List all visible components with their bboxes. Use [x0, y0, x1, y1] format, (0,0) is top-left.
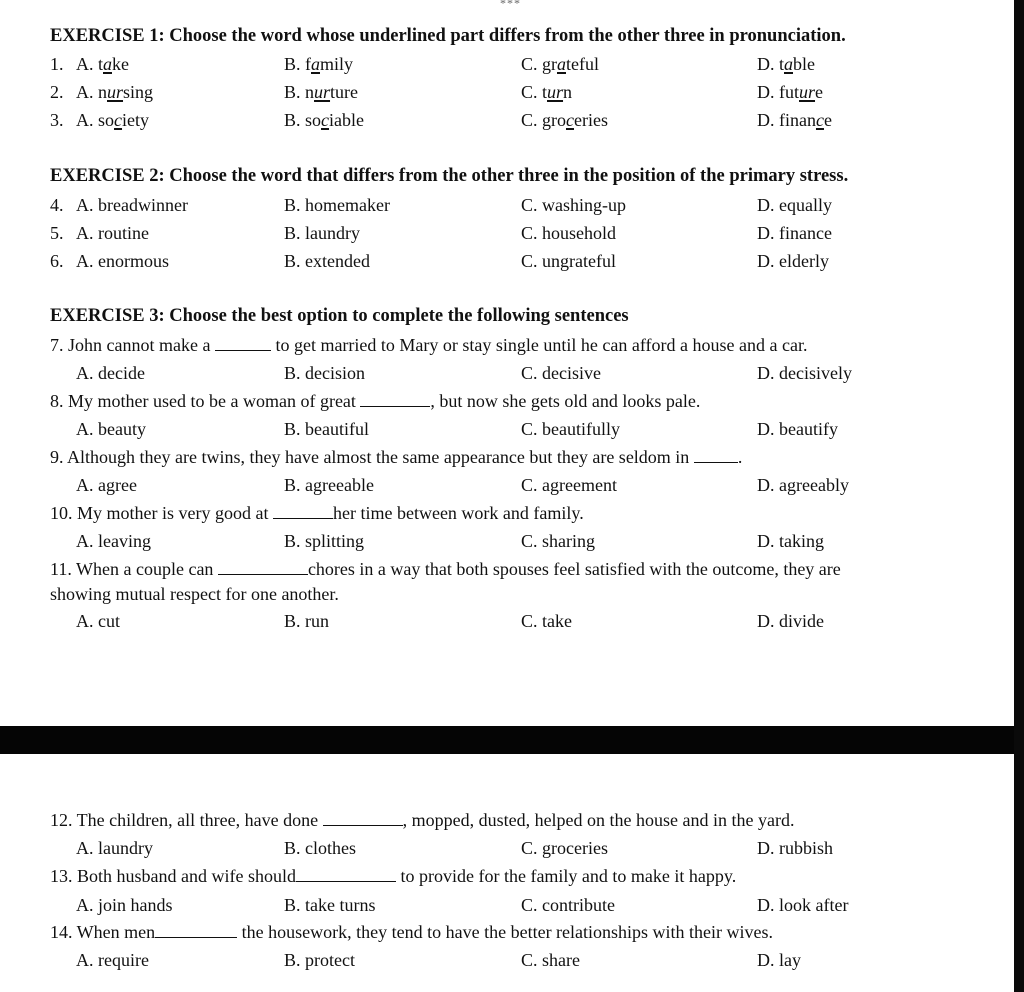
question-1-row: [50, 50, 1000, 78]
option-b[interactable]: B. run: [284, 611, 329, 631]
option-c[interactable]: C. decisive: [521, 363, 601, 383]
answer-blank[interactable]: [296, 863, 396, 882]
exercise-3-heading: EXERCISE 3: Choose the best option to complete the following sentences: [50, 306, 629, 326]
question-12-stem: 12. The children, all three, have done , mopped, dusted, helped on the house and in the yard.: [50, 806, 1000, 834]
option-c[interactable]: C. turn: [521, 82, 573, 102]
answer-blank[interactable]: [218, 556, 308, 575]
option-a[interactable]: A. cut: [76, 611, 120, 631]
option-c[interactable]: C. contribute: [521, 895, 615, 915]
question-10-stem: 10. My mother is very good at her time between work and family.: [50, 499, 1000, 527]
option-b[interactable]: B. clothes: [284, 838, 356, 858]
option-b[interactable]: B. protect: [284, 950, 355, 970]
option-d[interactable]: D. look after: [757, 895, 849, 915]
option-b[interactable]: B. nurture: [284, 82, 359, 102]
option-b[interactable]: B. family: [284, 54, 354, 74]
question-number: 2.: [50, 82, 64, 102]
option-c[interactable]: C. take: [521, 611, 572, 631]
exercise-1-heading: EXERCISE 1: Choose the word whose underlined part differs from the other three in pronunciation.: [50, 26, 846, 46]
page-break-band: [0, 726, 1024, 754]
question-3-row: [50, 106, 1000, 134]
page-top-mark: ***: [500, 0, 521, 10]
question-number: 5.: [50, 223, 64, 243]
question-14-options: [50, 946, 1000, 974]
question-number: 3.: [50, 110, 64, 130]
option-c[interactable]: C. beautifully: [521, 419, 620, 439]
option-d[interactable]: D. rubbish: [757, 838, 833, 858]
option-d[interactable]: D. decisively: [757, 363, 852, 383]
option-b[interactable]: B. extended: [284, 251, 370, 271]
question-5-row: [50, 219, 1000, 247]
option-c[interactable]: C. agreement: [521, 475, 617, 495]
option-a[interactable]: A. take: [76, 54, 129, 74]
question-number: 1.: [50, 54, 64, 74]
answer-blank[interactable]: [360, 388, 430, 407]
exercise-2-heading: EXERCISE 2: Choose the word that differs from the other three in the position of the primary stress.: [50, 166, 849, 186]
option-a[interactable]: A. require: [76, 950, 149, 970]
option-a[interactable]: A. laundry: [76, 838, 153, 858]
question-12-options: [50, 834, 1000, 862]
question-7-stem: 7. John cannot make a to get married to Mary or stay single until he can afford a house and a car.: [50, 331, 1000, 359]
answer-blank[interactable]: [273, 500, 333, 519]
option-c[interactable]: C. sharing: [521, 531, 595, 551]
option-d[interactable]: D. finance: [757, 223, 832, 243]
answer-blank[interactable]: [694, 444, 738, 463]
option-c[interactable]: C. household: [521, 223, 617, 243]
option-d[interactable]: D. beautify: [757, 419, 838, 439]
worksheet-page-2: [0, 754, 1024, 992]
question-number: 4.: [50, 195, 64, 215]
option-c[interactable]: C. washing-up: [521, 195, 626, 215]
option-c[interactable]: C. share: [521, 950, 580, 970]
option-d[interactable]: D. table: [757, 54, 815, 74]
option-c[interactable]: C. ungrateful: [521, 251, 616, 271]
option-d[interactable]: D. equally: [757, 195, 832, 215]
answer-blank[interactable]: [215, 332, 271, 351]
question-7-options: [50, 359, 1000, 387]
question-13-options: [50, 891, 1000, 919]
question-8-stem: 8. My mother used to be a woman of great , but now she gets old and looks pale.: [50, 387, 1000, 415]
question-13-stem: 13. Both husband and wife should to provide for the family and to make it happy.: [50, 862, 1000, 890]
option-d[interactable]: D. agreeably: [757, 475, 849, 495]
question-11-stem-continued: showing mutual respect for one another.: [50, 584, 339, 604]
question-9-options: [50, 471, 1000, 499]
option-b[interactable]: B. decision: [284, 363, 365, 383]
option-a[interactable]: A. agree: [76, 475, 137, 495]
answer-blank[interactable]: [155, 919, 237, 938]
option-a[interactable]: A. join hands: [76, 895, 173, 915]
question-11-options: [50, 607, 1000, 635]
option-b[interactable]: B. sociable: [284, 110, 364, 130]
option-d[interactable]: D. divide: [757, 611, 824, 631]
option-b[interactable]: B. splitting: [284, 531, 365, 551]
option-a[interactable]: A. routine: [76, 223, 149, 243]
option-a[interactable]: A. enormous: [76, 251, 169, 271]
question-10-options: [50, 527, 1000, 555]
question-2-row: [50, 78, 1000, 106]
option-a[interactable]: A. society: [76, 110, 150, 130]
option-b[interactable]: B. beautiful: [284, 419, 369, 439]
question-14-stem: 14. When men the housework, they tend to have the better relationships with their wives.: [50, 918, 1000, 946]
option-b[interactable]: B. take turns: [284, 895, 376, 915]
option-a[interactable]: A. beauty: [76, 419, 146, 439]
option-d[interactable]: D. taking: [757, 531, 824, 551]
question-11-stem: 11. When a couple can chores in a way that both spouses feel satisfied with the outcome, they are: [50, 555, 1000, 583]
option-b[interactable]: B. homemaker: [284, 195, 390, 215]
option-d[interactable]: D. finance: [757, 110, 832, 130]
option-a[interactable]: A. breadwinner: [76, 195, 188, 215]
option-a[interactable]: A. leaving: [76, 531, 151, 551]
option-c[interactable]: C. groceries: [521, 838, 608, 858]
option-b[interactable]: B. agreeable: [284, 475, 374, 495]
question-4-row: [50, 191, 1000, 219]
option-b[interactable]: B. laundry: [284, 223, 360, 243]
option-c[interactable]: C. groceries: [521, 110, 608, 130]
option-c[interactable]: C. grateful: [521, 54, 599, 74]
question-6-row: [50, 247, 1000, 275]
question-9-stem: 9. Although they are twins, they have almost the same appearance but they are seldom in .: [50, 443, 1000, 471]
option-d[interactable]: D. lay: [757, 950, 801, 970]
question-number: 6.: [50, 251, 64, 271]
answer-blank[interactable]: [323, 807, 403, 826]
right-edge-border: [1014, 0, 1024, 992]
option-d[interactable]: D. future: [757, 82, 824, 102]
option-a[interactable]: A. nursing: [76, 82, 154, 102]
option-a[interactable]: A. decide: [76, 363, 145, 383]
option-d[interactable]: D. elderly: [757, 251, 829, 271]
question-8-options: [50, 415, 1000, 443]
